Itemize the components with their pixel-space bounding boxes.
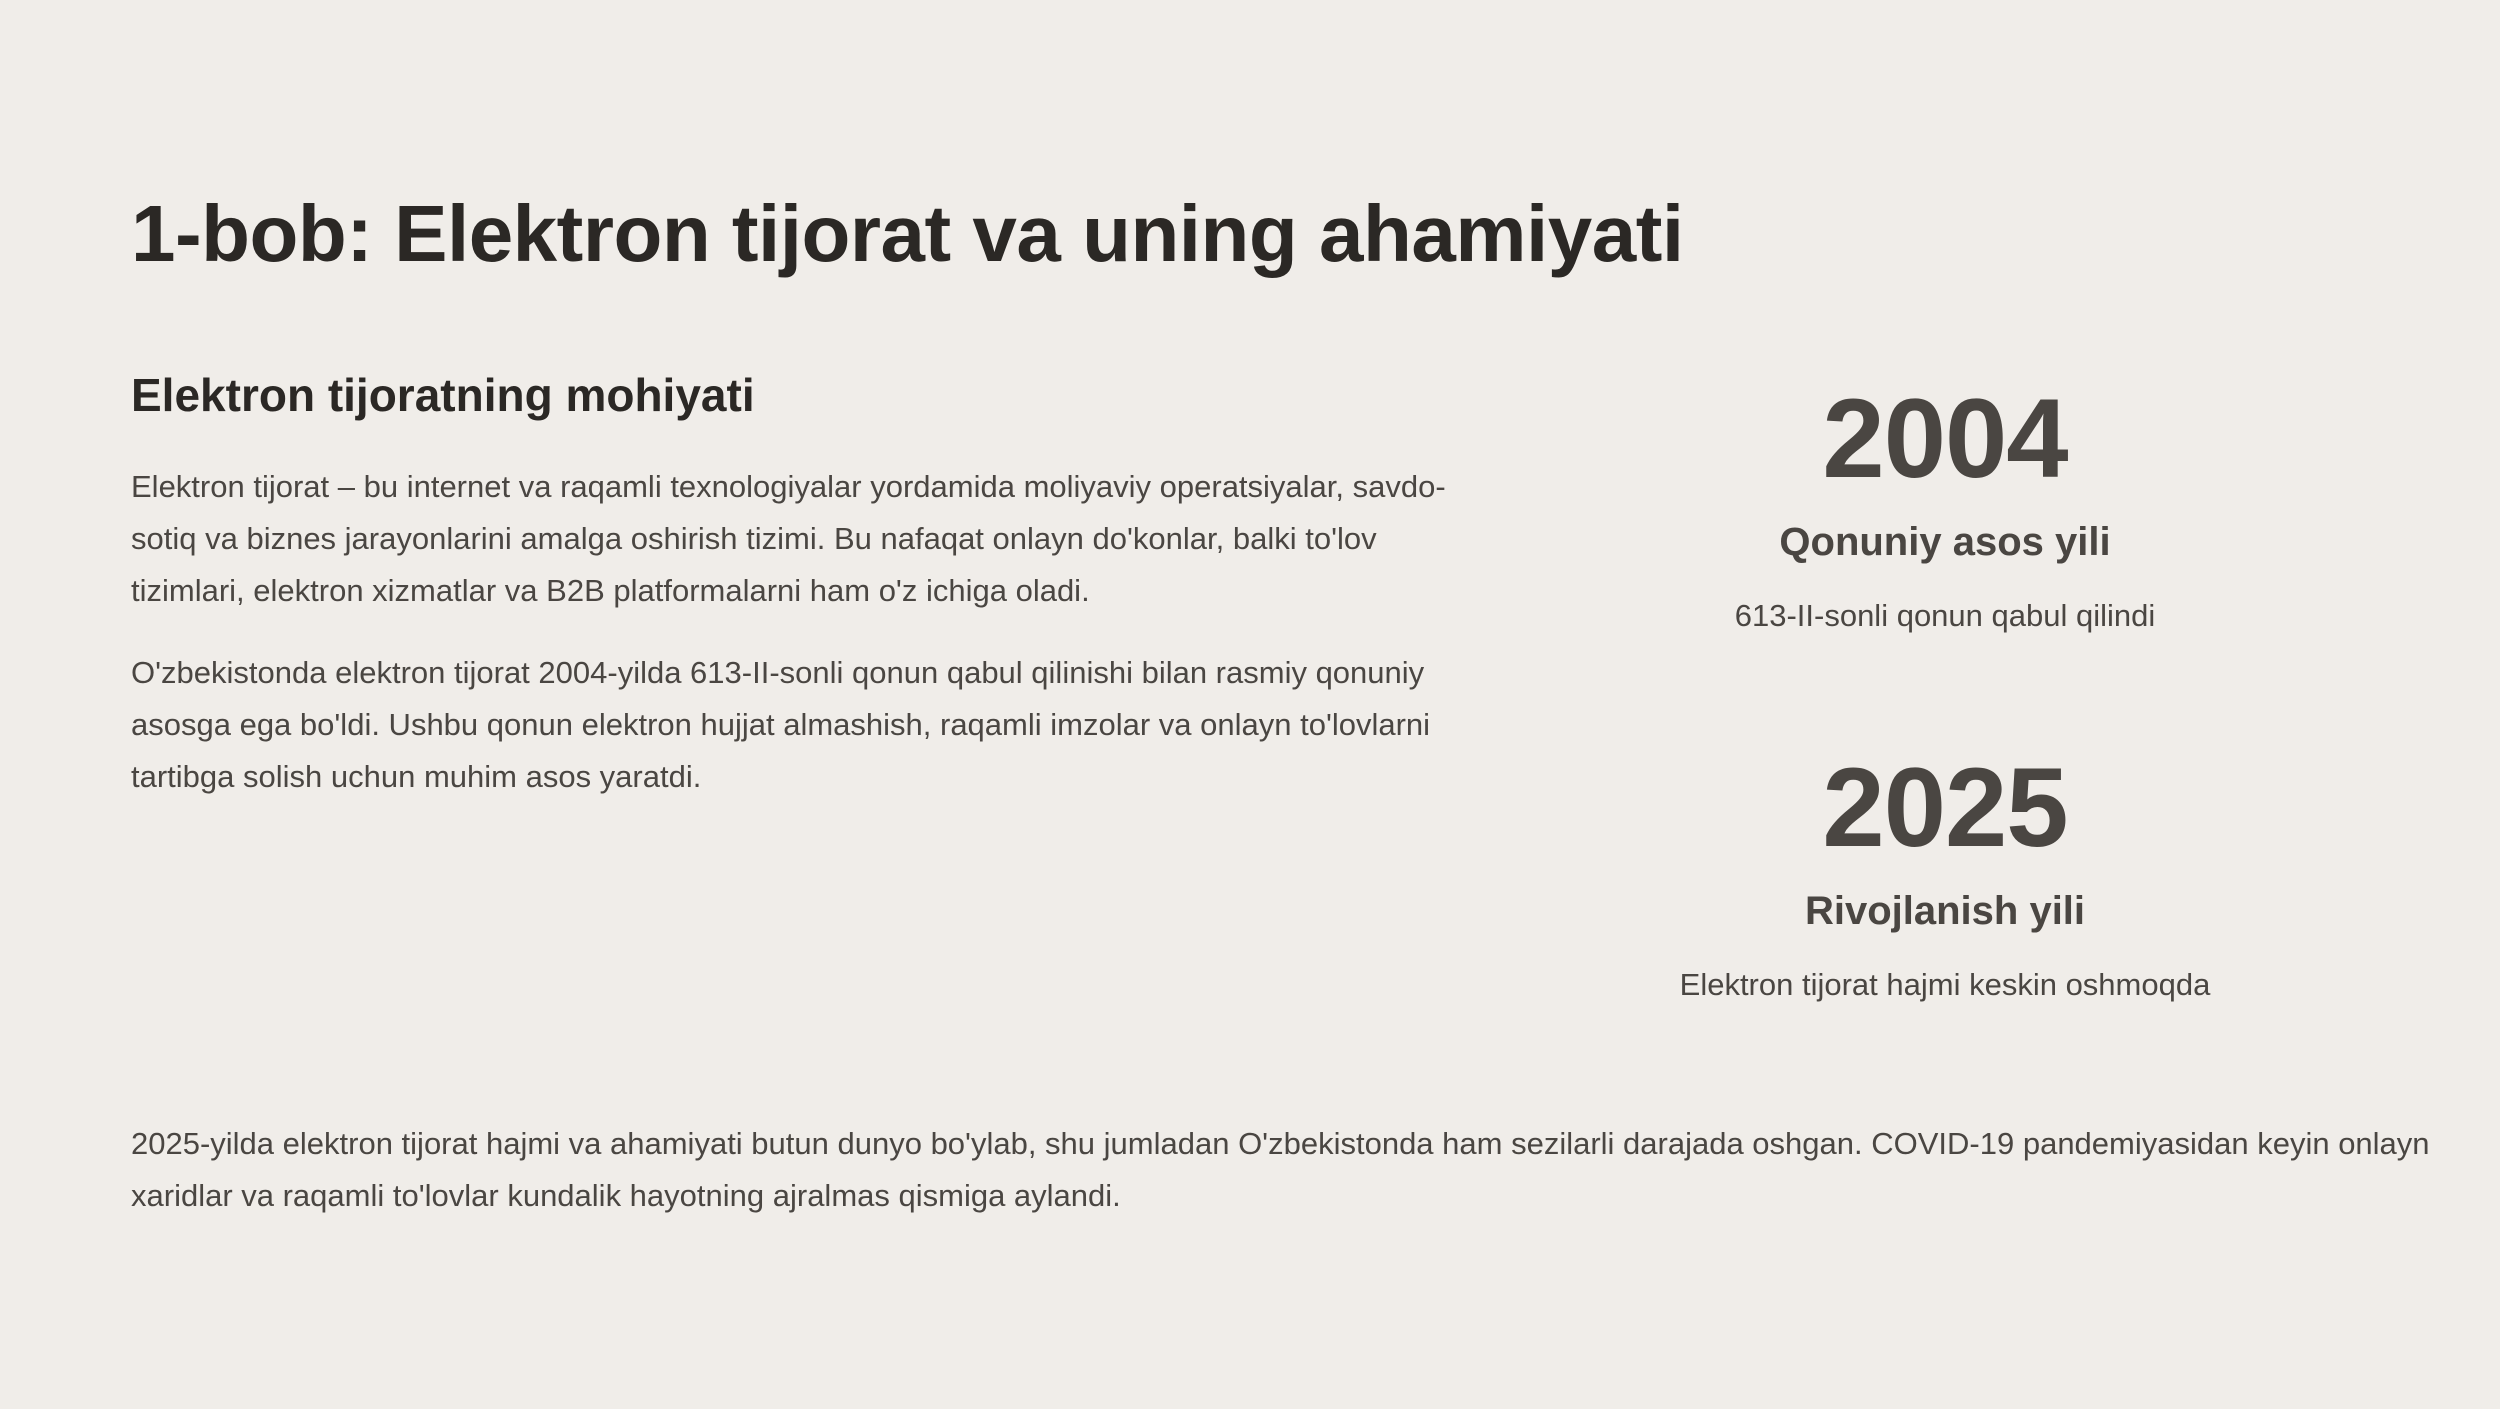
stat-year: 2025 xyxy=(1822,745,2068,870)
footer-paragraph: 2025-yilda elektron tijorat hajmi va ahamiyati butun dunyo bo'ylab, shu jumladan O'zbekistonda ham sezilarli darajada oshgan. COVID-19 pandemiyasidan keyin onlayn xaridlar va raqamli to'lovlar kundalik hayotning ajralmas qismiga aylandi. xyxy=(131,1126,2430,1213)
stat-year: 2004 xyxy=(1822,376,2068,501)
stat-description: Elektron tijorat hajmi keskin oshmoqda xyxy=(1679,967,2211,1003)
stat-block xyxy=(1600,746,2290,1005)
section-heading: Elektron tijoratning mohiyati xyxy=(131,369,755,421)
stat-label: Qonuniy asos yili xyxy=(1779,520,2111,565)
stat-label: Rivojlanish yili xyxy=(1804,889,2086,934)
section-paragraph: O'zbekistonda elektron tijorat 2004-yilda 613-II-sonli qonun qabul qilinishi bilan rasmiy qonuniy asosga ega bo'ldi. Ushbu qonun elektron hujjat almashish, raqamli imzolar va onlayn to'lovlarni tartibga solish uchun muhim asos yaratdi. xyxy=(131,654,1431,794)
stat-block xyxy=(1600,377,2290,636)
page-title: 1-bob: Elektron tijorat va uning ahamiyati xyxy=(131,189,1684,278)
content-section xyxy=(131,367,1471,833)
stat-description: 613-II-sonli qonun qabul qilindi xyxy=(1734,598,2156,634)
section-paragraph: Elektron tijorat – bu internet va raqamli texnologiyalar yordamida moliyaviy operatsiyalar, savdo-sotiq va biznes jarayonlarini amalga oshirish tizimi. Bu nafaqat onlayn do'konlar, balki to'lov tizimlari, elektron xizmatlar va B2B platformalarni ham o'z ichiga oladi. xyxy=(131,468,1446,608)
